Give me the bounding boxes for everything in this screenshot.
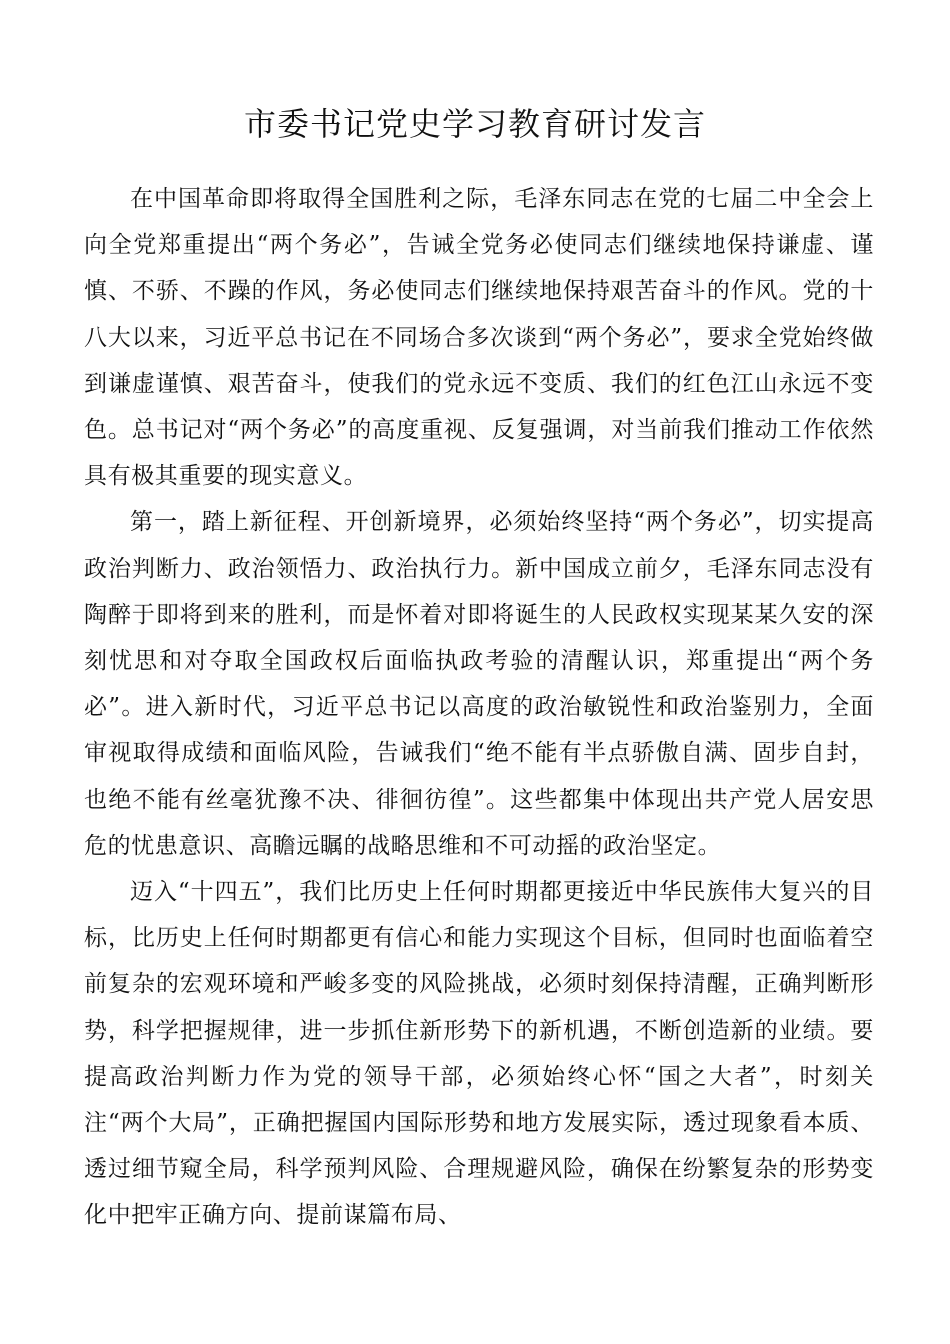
paragraph-2: 第一，踏上新征程、开创新境界，必须始终坚持“两个务必”，切实提高政治判断力、政治领悟力、政治执行力。新中国成立前夕，毛泽东同志没有陶醉于即将到来的胜利，而是怀着对即将诞生的人民政权实现某某久安的深刻忧思和对夺取全国政权后面临执政考验的清醒认识，郑重提出“两个务必”。进入新时代，习近平总书记以高度的政治敏锐性和政治鉴别力，全面审视取得成绩和面临风险，告诫我们“绝不能有半点骄傲自满、固步自封，也绝不能有丝毫犹豫不决、徘徊彷徨”。这些都集中体现出共产党人居安思危的忧患意识、高瞻远瞩的战略思维和不可动摇的政治坚定。 (84, 509, 874, 859)
document-body (84, 176, 874, 1239)
paragraph-3: 迈入“十四五”，我们比历史上任何时期都更接近中华民族伟大复兴的目标，比历史上任何时期都更有信心和能力实现这个目标，但同时也面临着空前复杂的宏观环境和严峻多变的风险挑战，必须时刻保持清醒，正确判断形势，科学把握规律，进一步抓住新形势下的新机遇，不断创造新的业绩。要提高政治判断力作为党的领导干部，必须始终心怀“国之大者”，时刻关注“两个大局”，正确把握国内国际形势和地方发展实际，透过现象看本质、透过细节窥全局，科学预判风险、合理规避风险，确保在纷繁复杂的形势变化中把牢正确方向、提前谋篇布局、 (84, 879, 874, 1229)
document-title: 市委书记党史学习教育研讨发言 (243, 105, 706, 143)
paragraph-1: 在中国革命即将取得全国胜利之际，毛泽东同志在党的七届二中全会上向全党郑重提出“两个务必”，告诫全党务必使同志们继续地保持谦虚、谨慎、不骄、不躁的作风，务必使同志们继续地保持艰苦奋斗的作风。党的十八大以来，习近平总书记在不同场合多次谈到“两个务必”，要求全党始终做到谦虚谨慎、艰苦奋斗，使我们的党永远不变质、我们的红色江山永远不变色。总书记对“两个务必”的高度重视、反复强调，对当前我们推动工作依然具有极其重要的现实意义。 (84, 186, 874, 490)
